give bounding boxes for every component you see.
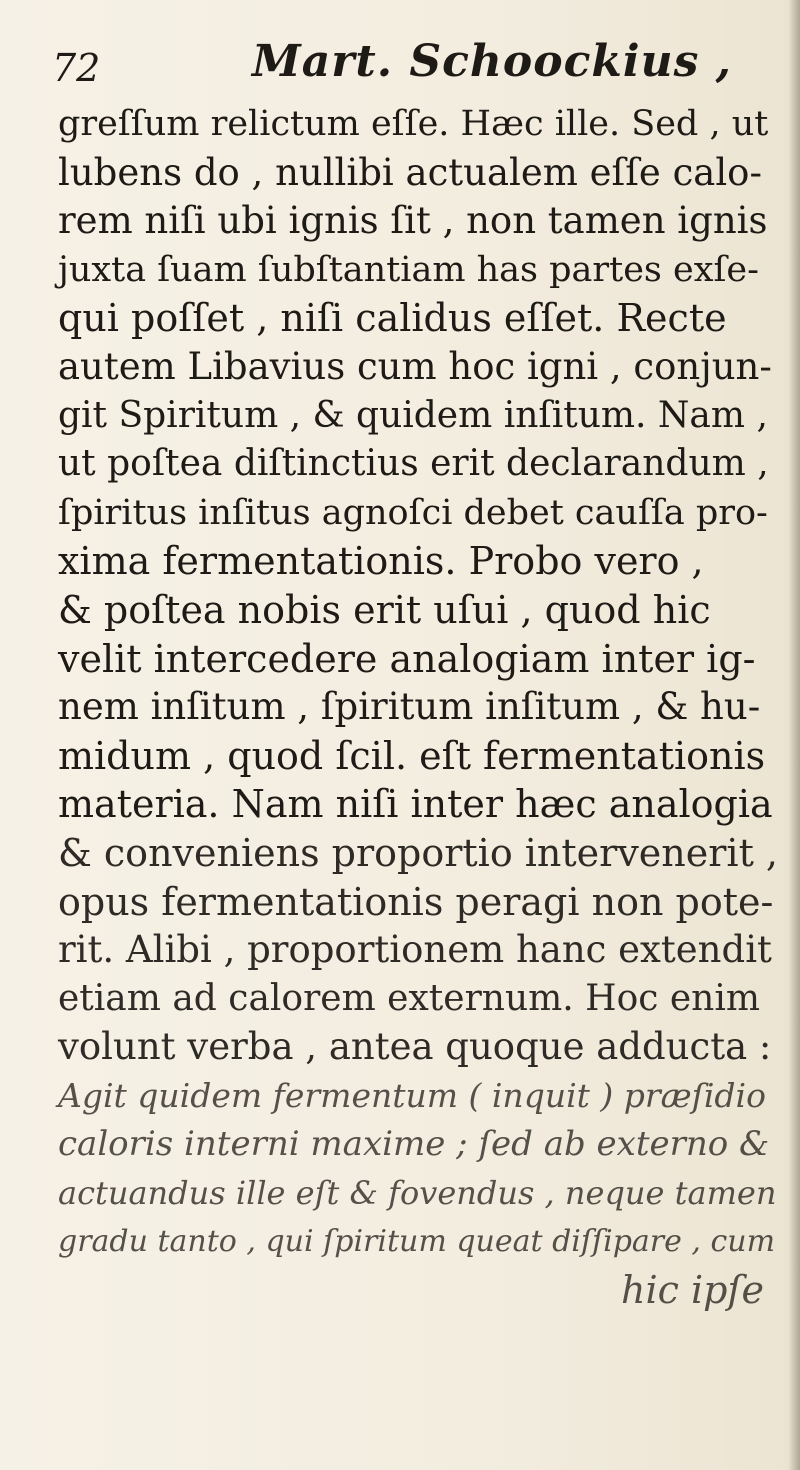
catchword: hic ipſe bbox=[620, 1268, 764, 1313]
text-line: ut poſtea diſtinctius erit declarandum , bbox=[58, 443, 769, 485]
text-line-italic: caloris interni maxime ; ſed ab externo & bbox=[58, 1124, 770, 1165]
text-line: autem Libavius cum hoc igni , conjun- bbox=[58, 344, 772, 388]
text-line: juxta ſuam ſubſtantiam has partes exſe- bbox=[58, 249, 759, 290]
text-line: ſpiritus inſitus agnoſci debet cauſſa pro- bbox=[58, 492, 768, 533]
text-line: etiam ad calorem externum. Hoc enim bbox=[58, 977, 760, 1019]
text-line-italic: actuandus ille eſt & fovendus , neque tamen bbox=[58, 1174, 777, 1213]
page-number: 72 bbox=[52, 46, 101, 90]
page-edge-shadow bbox=[788, 0, 800, 1470]
text-line: & conveniens proportio intervenerit , bbox=[58, 830, 778, 875]
text-line-italic: gradu tanto , qui ſpiritum queat diſſipare , cum bbox=[58, 1223, 776, 1259]
running-head: Mart. Schoockius , bbox=[252, 36, 732, 87]
text-line-italic: Agit quidem fermentum ( inquit ) præſidio bbox=[58, 1075, 766, 1115]
text-line: xima fermentationis. Probo vero , bbox=[58, 539, 704, 584]
text-line: rit. Alibi , proportionem hanc extendit bbox=[58, 928, 772, 972]
text-line: git Spiritum , & quidem inſitum. Nam , bbox=[58, 394, 768, 436]
text-line: midum , quod ſcil. eſt fermentationis bbox=[58, 733, 766, 778]
text-line: opus fermentationis peragi non pote- bbox=[58, 879, 774, 924]
text-line: velit intercedere analogiam inter ig- bbox=[58, 636, 756, 681]
text-line: materia. Nam niſi inter hæc analogia bbox=[58, 782, 773, 827]
body-text bbox=[58, 100, 778, 1315]
text-line: & poſtea nobis erit uſui , quod hic bbox=[58, 587, 711, 632]
page-header bbox=[52, 36, 752, 106]
text-line: greſſum relictum eſſe. Hæc ille. Sed , ut bbox=[58, 104, 769, 144]
text-line: qui poſſet , niſi calidus eſſet. Recte bbox=[58, 296, 727, 341]
text-line: rem niſi ubi ignis ſit , non tamen ignis bbox=[58, 199, 768, 243]
text-line: lubens do , nullibi actualem eſſe calo- bbox=[58, 150, 762, 194]
text-line: nem inſitum , ſpiritum inſitum , & hu- bbox=[58, 685, 761, 729]
text-line: volunt verba , antea quoque adducta : bbox=[58, 1025, 772, 1069]
